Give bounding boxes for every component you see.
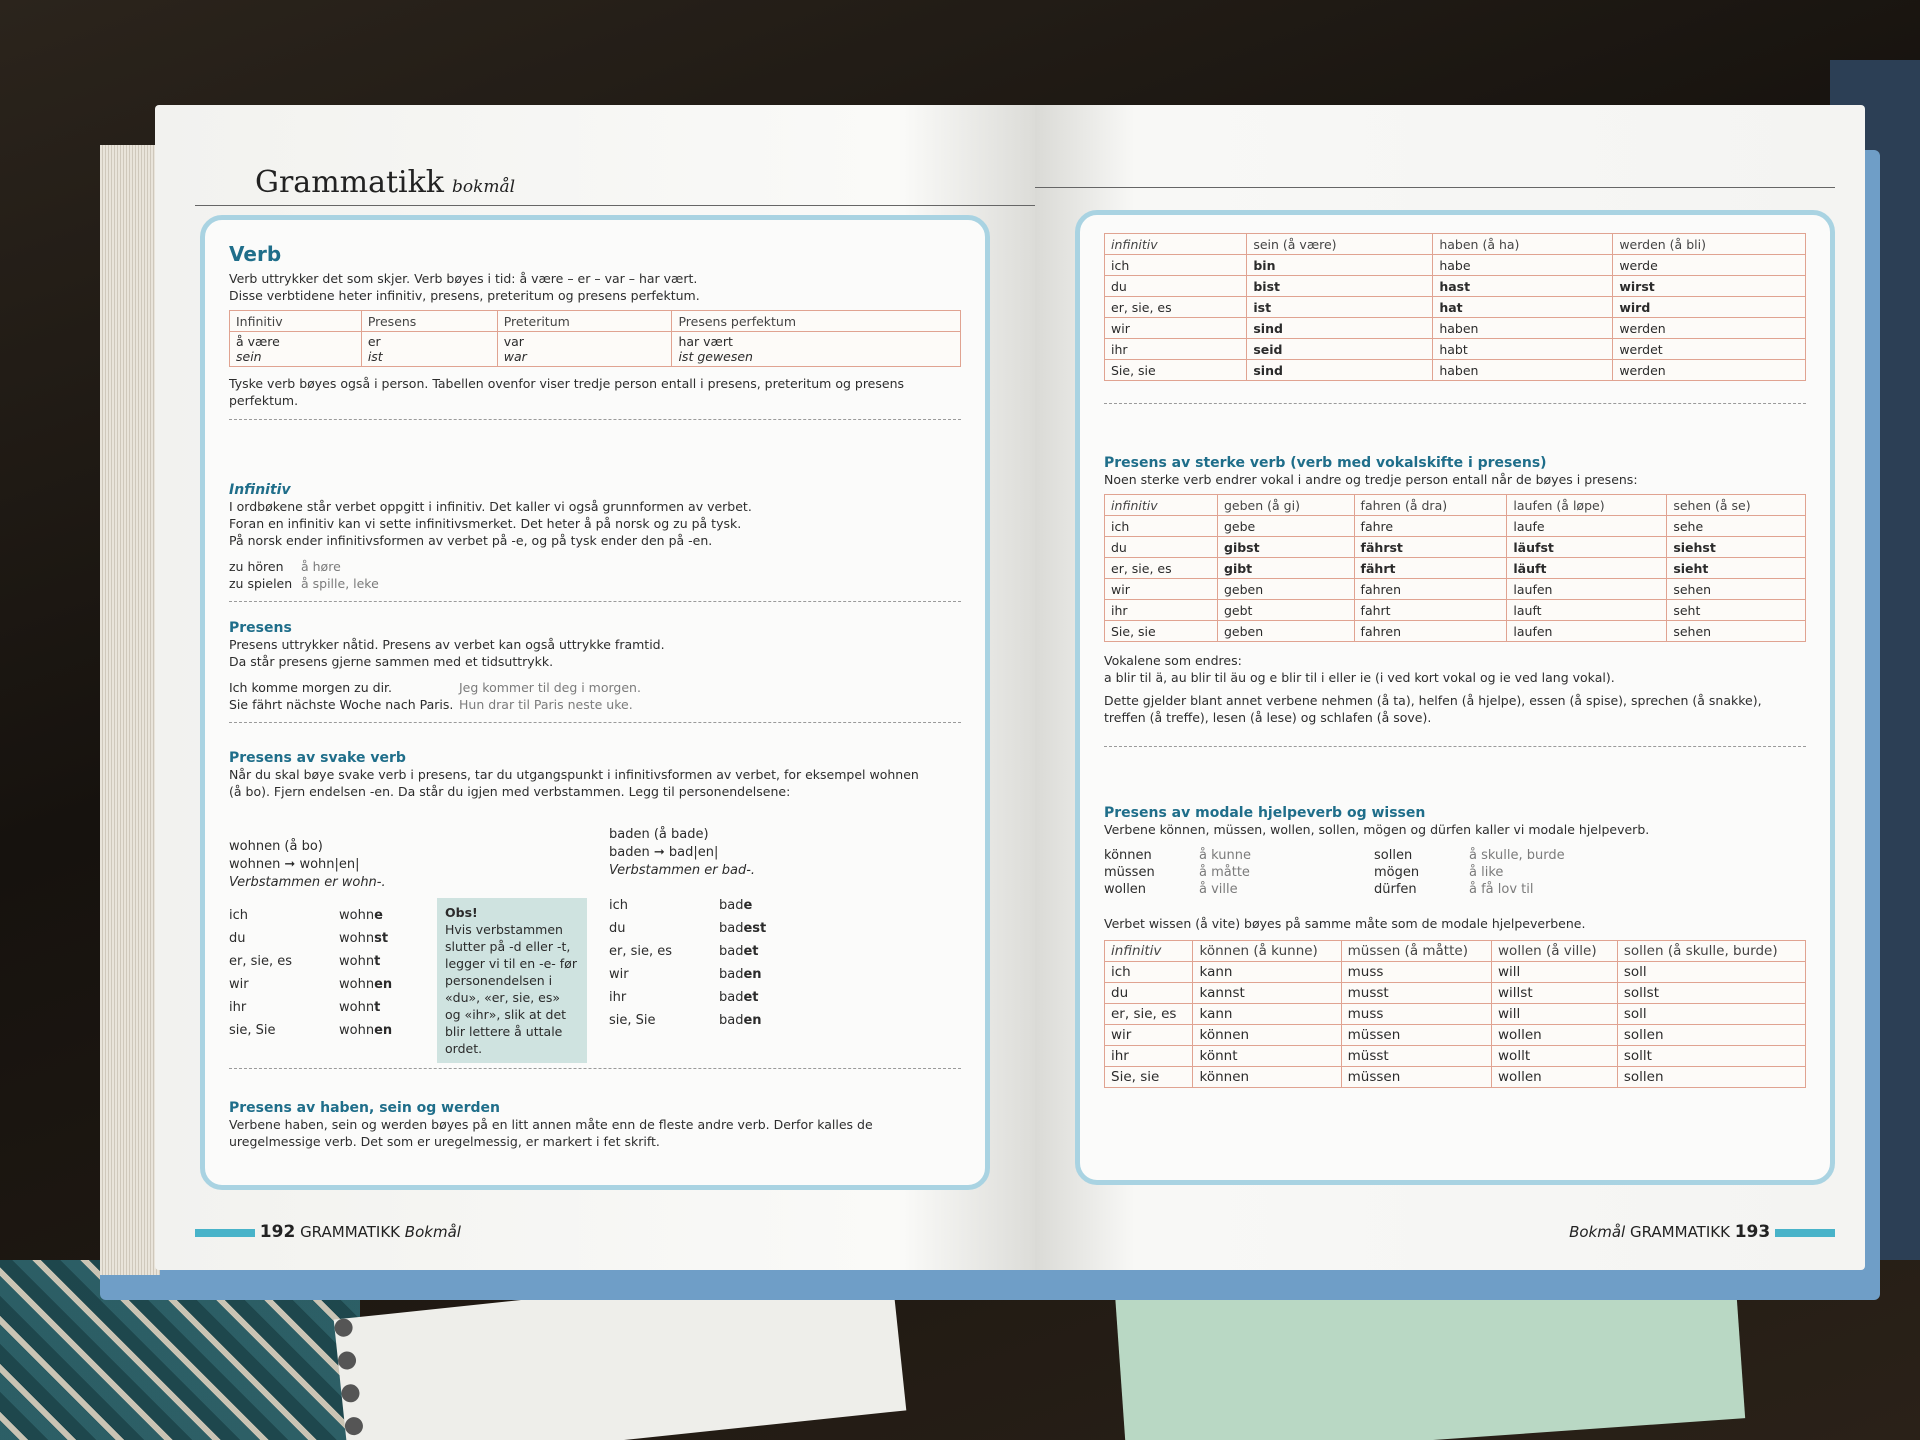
running-title xyxy=(255,165,515,200)
section-title: Infinitiv xyxy=(229,482,291,498)
table-cell: läufst xyxy=(1507,537,1667,558)
table-cell: sollt xyxy=(1617,1046,1805,1067)
running-title-sub: bokmål xyxy=(451,177,516,197)
pronoun: du xyxy=(229,931,246,946)
table-cell: sehen xyxy=(1667,621,1806,642)
verb-stem: bad xyxy=(719,898,744,913)
pronoun: er, sie, es xyxy=(229,954,293,969)
modal-verb: müssen xyxy=(1104,865,1155,880)
paragraph: Verb uttrykker det som skjer. Verb bøyes i tid: å være – er – var – har vært. xyxy=(229,271,698,286)
paragraph: uregelmessige verb. Det som er uregelmessig, er markert i fet skrift. xyxy=(229,1134,660,1149)
paragraph: Når du skal bøye svake verb i presens, tar du utgangspunkt i infinitivsformen av verbet, for eksempel wohnen xyxy=(229,767,919,782)
section-infinitiv xyxy=(229,482,961,602)
example-norwegian: Jeg kommer til deg i morgen. xyxy=(459,680,641,695)
baden-conjugation xyxy=(609,898,809,1028)
table-cell: du xyxy=(1105,276,1247,297)
table-header: infinitiv xyxy=(1105,941,1193,962)
verb-form xyxy=(719,921,809,936)
table-header: sehen (å se) xyxy=(1667,495,1806,516)
divider xyxy=(1104,746,1806,747)
example-norwegian: å høre xyxy=(301,559,341,574)
table-cell: fährt xyxy=(1354,558,1507,579)
modal-translation: å skulle, burde xyxy=(1469,848,1565,863)
table-cell: fahren xyxy=(1354,621,1507,642)
verb-ending: et xyxy=(743,944,759,959)
table-cell: gebt xyxy=(1218,600,1355,621)
divider xyxy=(229,1068,961,1069)
wohnen-intro xyxy=(229,838,386,892)
example-list xyxy=(229,680,961,712)
example-german: Sie fährt nächste Woche nach Paris. xyxy=(229,697,454,712)
verb-ending: en xyxy=(743,967,762,982)
table-cell xyxy=(361,332,497,367)
verb-stem: bad xyxy=(719,921,744,936)
table-cell: ihr xyxy=(1105,339,1247,360)
table-row xyxy=(1105,1025,1806,1046)
table-row xyxy=(1105,360,1806,381)
table-cell: Sie, sie xyxy=(1105,621,1218,642)
section-svake-verb xyxy=(229,750,961,1069)
table-row xyxy=(1105,276,1806,297)
grammar-panel-left xyxy=(200,215,990,1190)
table-cell: müsst xyxy=(1341,1046,1491,1067)
modal-verb: dürfen xyxy=(1374,882,1417,897)
verb-form xyxy=(719,990,809,1005)
table-row xyxy=(1105,579,1806,600)
table-cell: seid xyxy=(1247,339,1433,360)
divider xyxy=(229,601,961,602)
folio-variant: Bokmål xyxy=(1569,1223,1626,1241)
modal-verb-table xyxy=(1104,940,1806,1088)
cell-german: ist gewesen xyxy=(678,349,753,364)
table-cell: will xyxy=(1492,962,1618,983)
table-header: infinitiv xyxy=(1105,234,1247,255)
obs-title: Obs! xyxy=(445,905,478,920)
modal-verb: wollen xyxy=(1104,882,1147,897)
table-cell: müssen xyxy=(1341,1025,1491,1046)
folio-bar xyxy=(1775,1229,1835,1237)
folio-section: GRAMMATIKK xyxy=(300,1223,401,1241)
table-cell: könnt xyxy=(1193,1046,1341,1067)
cell-norwegian: har vært xyxy=(678,334,733,349)
paragraph: Vokalene som endres: xyxy=(1104,653,1242,668)
table-cell: du xyxy=(1105,537,1218,558)
verb-form xyxy=(719,898,809,913)
verb-ending: en xyxy=(374,977,393,992)
table-cell: haben xyxy=(1433,318,1613,339)
table-header: Infinitiv xyxy=(230,311,362,332)
verb-stem: wohn xyxy=(339,1023,375,1038)
verb-stem: wohn xyxy=(339,977,375,992)
table-cell xyxy=(230,332,362,367)
table-header: sein (å være) xyxy=(1247,234,1433,255)
left-page xyxy=(155,105,1035,1270)
table-cell xyxy=(672,332,961,367)
table-cell: wir xyxy=(1105,579,1218,600)
paragraph: I ordbøkene står verbet oppgitt i infinitiv. Det kaller vi også grunnformen av verbet. xyxy=(229,499,752,514)
table-cell: hast xyxy=(1433,276,1613,297)
verb-stem: wohn xyxy=(339,954,375,969)
table-cell: habt xyxy=(1433,339,1613,360)
folio-section: GRAMMATIKK xyxy=(1629,1223,1730,1241)
table-cell: wollen xyxy=(1492,1025,1618,1046)
table-cell: wird xyxy=(1613,297,1806,318)
table-cell: ich xyxy=(1105,962,1193,983)
strong-verb-table xyxy=(1104,494,1806,642)
page-edges xyxy=(100,145,160,1275)
table-cell: hat xyxy=(1433,297,1613,318)
paragraph: På norsk ender infinitivsformen av verbet på -e, og på tysk ender den på -en. xyxy=(229,533,713,548)
table-header: Preteritum xyxy=(497,311,672,332)
table-cell: werde xyxy=(1613,255,1806,276)
pronoun: ihr xyxy=(609,990,627,1005)
pronoun: ihr xyxy=(229,1000,247,1015)
table-row xyxy=(1105,600,1806,621)
table-cell: wir xyxy=(1105,318,1247,339)
table-cell: fahre xyxy=(1354,516,1507,537)
pronoun: ich xyxy=(609,898,628,913)
pronoun: du xyxy=(609,921,626,936)
table-row xyxy=(1105,1004,1806,1025)
table-cell: sollen xyxy=(1617,1025,1805,1046)
page-folio xyxy=(1569,1222,1835,1242)
verb-ending: en xyxy=(374,1023,393,1038)
irregular-verb-table xyxy=(1104,233,1806,381)
table-cell: willst xyxy=(1492,983,1618,1004)
verb-form xyxy=(339,931,429,946)
table-cell: laufe xyxy=(1507,516,1667,537)
table-header: geben (å gi) xyxy=(1218,495,1355,516)
table-cell: muss xyxy=(1341,1004,1491,1025)
pronoun: sie, Sie xyxy=(229,1023,276,1038)
table-cell: seht xyxy=(1667,600,1806,621)
table-cell: laufen xyxy=(1507,621,1667,642)
table-cell: laufen xyxy=(1507,579,1667,600)
verb-form xyxy=(719,1013,809,1028)
table-cell: sehen xyxy=(1667,579,1806,600)
table-cell: sollst xyxy=(1617,983,1805,1004)
table-cell: fährst xyxy=(1354,537,1507,558)
intro-line: wohnen (å bo) xyxy=(229,839,323,854)
table-cell: können xyxy=(1193,1067,1341,1088)
section-irregular-table xyxy=(1104,233,1806,404)
table-cell: wir xyxy=(1105,1025,1193,1046)
table-row xyxy=(1105,537,1806,558)
table-cell: müssen xyxy=(1341,1067,1491,1088)
table-header-row xyxy=(1105,234,1806,255)
table-cell: gibst xyxy=(1218,537,1355,558)
verb-stem: wohn xyxy=(339,1000,375,1015)
intro-line: baden ➞ bad|en| xyxy=(609,845,719,860)
table-cell: haben xyxy=(1433,360,1613,381)
section-title: Verb xyxy=(229,242,282,266)
verb-ending: e xyxy=(374,908,383,923)
example-list xyxy=(229,559,961,591)
modal-verb: können xyxy=(1104,848,1152,863)
wohnen-conjugation xyxy=(229,908,429,1038)
table-cell: gebe xyxy=(1218,516,1355,537)
section-haben-sein-werden xyxy=(229,1100,961,1150)
paragraph: Presens uttrykker nåtid. Presens av verbet kan også uttrykke framtid. xyxy=(229,637,665,652)
table-cell: ihr xyxy=(1105,1046,1193,1067)
verb-form xyxy=(719,944,809,959)
table-header: werden (å bli) xyxy=(1613,234,1806,255)
pronoun: wir xyxy=(229,977,249,992)
pronoun: wir xyxy=(609,967,629,982)
table-header: wollen (å ville) xyxy=(1492,941,1618,962)
table-cell: fahrt xyxy=(1354,600,1507,621)
table-row xyxy=(1105,983,1806,1004)
example-german: zu spielen xyxy=(229,576,293,591)
baden-intro xyxy=(609,826,755,880)
verb-ending: t xyxy=(374,954,381,969)
modal-verb-list xyxy=(1104,848,1806,897)
page-number: 193 xyxy=(1734,1222,1771,1242)
table-cell: ist xyxy=(1247,297,1433,318)
modal-translation: å kunne xyxy=(1199,848,1251,863)
example-norwegian: Hun drar til Paris neste uke. xyxy=(459,697,633,712)
section-modale-verb xyxy=(1104,805,1806,1088)
verb-form xyxy=(339,1023,429,1038)
table-row xyxy=(1105,962,1806,983)
verb-ending: st xyxy=(374,931,389,946)
grammar-panel-right xyxy=(1075,210,1835,1185)
conjugation-area xyxy=(229,808,961,1058)
pronoun: sie, Sie xyxy=(609,1013,656,1028)
intro-line: wohnen ➞ wohn|en| xyxy=(229,857,360,872)
table-row xyxy=(1105,1067,1806,1088)
obs-note xyxy=(437,898,587,1063)
paragraph: Verbet wissen (å vite) bøyes på samme måte som de modale hjelpeverbene. xyxy=(1104,916,1586,931)
modal-translation: å like xyxy=(1469,865,1504,880)
table-row xyxy=(1105,339,1806,360)
divider xyxy=(229,419,961,420)
table-cell: sehe xyxy=(1667,516,1806,537)
table-header: fahren (å dra) xyxy=(1354,495,1507,516)
verb-form xyxy=(339,1000,429,1015)
example-german: zu hören xyxy=(229,559,284,574)
paragraph: Foran en infinitiv kan vi sette infinitivsmerket. Det heter å på norsk og zu på tysk. xyxy=(229,516,742,531)
table-row xyxy=(1105,297,1806,318)
page-number: 192 xyxy=(259,1222,296,1242)
verb-form xyxy=(719,967,809,982)
table-header: Presens perfektum xyxy=(672,311,961,332)
verb-ending: en xyxy=(743,1013,762,1028)
intro-line: Verbstammen er wohn-. xyxy=(229,875,386,890)
table-header: können (å kunne) xyxy=(1193,941,1341,962)
section-title: Presens av sterke verb (verb med vokalskifte i presens) xyxy=(1104,455,1547,471)
table-cell: ihr xyxy=(1105,600,1218,621)
table-cell: soll xyxy=(1617,962,1805,983)
paragraph: Dette gjelder blant annet verbene nehmen (å ta), helfen (å hjelpe), essen (å spise), sprechen (å snakke), xyxy=(1104,693,1762,708)
section-title: Presens xyxy=(229,620,292,636)
table-cell: geben xyxy=(1218,621,1355,642)
table-cell xyxy=(497,332,672,367)
right-page xyxy=(1035,105,1865,1270)
table-cell: sollen xyxy=(1617,1067,1805,1088)
paragraph: Da står presens gjerne sammen med et tidsuttrykk. xyxy=(229,654,554,669)
modal-verb: sollen xyxy=(1374,848,1413,863)
table-row xyxy=(1105,318,1806,339)
verb-stem: wohn xyxy=(339,931,375,946)
cell-german: war xyxy=(503,349,527,364)
table-cell: du xyxy=(1105,983,1193,1004)
table-cell: habe xyxy=(1433,255,1613,276)
paragraph: Tyske verb bøyes også i person. Tabellen ovenfor viser tredje person entall i presens, preteritum og presens perfektum. xyxy=(229,376,905,408)
verb-form xyxy=(339,908,429,923)
folio-bar xyxy=(195,1229,255,1237)
title-rule xyxy=(1035,187,1835,188)
section-title: Presens av haben, sein og werden xyxy=(229,1100,500,1116)
table-cell: geben xyxy=(1218,579,1355,600)
table-cell: kann xyxy=(1193,1004,1341,1025)
paragraph: (å bo). Fjern endelsen -en. Da står du igjen med verbstammen. Legg til personendelsene: xyxy=(229,784,791,799)
section-presens xyxy=(229,620,961,723)
modal-translation: å få lov til xyxy=(1469,882,1534,897)
table-cell: muss xyxy=(1341,962,1491,983)
divider xyxy=(229,722,961,723)
table-cell: sieht xyxy=(1667,558,1806,579)
table-header: sollen (å skulle, burde) xyxy=(1617,941,1805,962)
obs-text: Hvis verbstammen slutter på -d eller -t, legger vi til en -e- før personendelsen i «du», «er, sie, es» og «ihr», slik at det blir lettere å uttale ordet. xyxy=(445,922,577,1056)
section-sterke-verb xyxy=(1104,455,1806,747)
modal-verb: mögen xyxy=(1374,865,1420,880)
example-norwegian: å spille, leke xyxy=(301,576,379,591)
folio-variant: Bokmål xyxy=(404,1223,461,1241)
table-cell: werden xyxy=(1613,360,1806,381)
verb-stem: bad xyxy=(719,967,744,982)
open-textbook xyxy=(100,105,1880,1305)
verb-tense-table xyxy=(229,310,961,367)
table-cell: können xyxy=(1193,1025,1341,1046)
table-cell: Sie, sie xyxy=(1105,360,1247,381)
table-header-row xyxy=(1105,941,1806,962)
table-cell: wirst xyxy=(1613,276,1806,297)
table-header: infinitiv xyxy=(1105,495,1218,516)
paragraph: Verbene können, müssen, wollen, sollen, mögen og dürfen kaller vi modale hjelpeverb. xyxy=(1104,822,1650,837)
table-cell: fahren xyxy=(1354,579,1507,600)
table-cell: bin xyxy=(1247,255,1433,276)
table-cell: soll xyxy=(1617,1004,1805,1025)
cell-german: sein xyxy=(236,349,262,364)
table-cell: sind xyxy=(1247,360,1433,381)
verb-stem: bad xyxy=(719,944,744,959)
paragraph: Disse verbtidene heter infinitiv, presens, preteritum og presens perfektum. xyxy=(229,288,700,303)
example-german: Ich komme morgen zu dir. xyxy=(229,680,393,695)
table-cell: wollt xyxy=(1492,1046,1618,1067)
intro-line: Verbstammen er bad-. xyxy=(609,863,756,878)
table-header: laufen (å løpe) xyxy=(1507,495,1667,516)
table-cell: will xyxy=(1492,1004,1618,1025)
table-row xyxy=(1105,558,1806,579)
table-cell: sind xyxy=(1247,318,1433,339)
intro-line: baden (å bade) xyxy=(609,827,709,842)
table-cell: werdet xyxy=(1613,339,1806,360)
table-row xyxy=(1105,516,1806,537)
table-row xyxy=(1105,621,1806,642)
verb-form xyxy=(339,954,429,969)
verb-ending: e xyxy=(743,898,753,913)
cell-norwegian: var xyxy=(503,334,524,349)
table-cell: läuft xyxy=(1507,558,1667,579)
table-cell: kannst xyxy=(1193,983,1341,1004)
table-cell: musst xyxy=(1341,983,1491,1004)
verb-stem: wohn xyxy=(339,908,375,923)
table-header-row xyxy=(1105,495,1806,516)
cell-german: ist xyxy=(367,349,383,364)
table-cell: Sie, sie xyxy=(1105,1067,1193,1088)
table-cell: wollen xyxy=(1492,1067,1618,1088)
page-folio xyxy=(195,1222,461,1242)
cell-norwegian: er xyxy=(367,334,381,349)
table-cell: er, sie, es xyxy=(1105,1004,1193,1025)
modal-translation: å ville xyxy=(1199,882,1238,897)
divider xyxy=(1104,403,1806,404)
paragraph: a blir til ä, au blir til äu og e blir til i eller ie (i ved kort vokal og ie ved lang vokal). xyxy=(1104,670,1615,685)
table-cell: siehst xyxy=(1667,537,1806,558)
table-header: Presens xyxy=(361,311,497,332)
table-cell: er, sie, es xyxy=(1105,297,1247,318)
table-cell: bist xyxy=(1247,276,1433,297)
title-rule xyxy=(195,205,1035,206)
table-cell: ich xyxy=(1105,255,1247,276)
table-row xyxy=(1105,255,1806,276)
paragraph: Verbene haben, sein og werden bøyes på en litt annen måte enn de fleste andre verb. Derfor kalles de xyxy=(229,1117,873,1132)
verb-ending: est xyxy=(743,921,767,936)
running-title-main: Grammatikk xyxy=(255,165,444,200)
pronoun: ich xyxy=(229,908,248,923)
verb-stem: bad xyxy=(719,990,744,1005)
paragraph: treffen (å treffe), lesen (å lese) og schlafen (å sove). xyxy=(1104,710,1432,725)
verb-stem: bad xyxy=(719,1013,744,1028)
paragraph: Noen sterke verb endrer vokal i andre og tredje person entall når de bøyes i presens: xyxy=(1104,472,1638,487)
cell-norwegian: å være xyxy=(236,334,280,349)
table-header: müssen (å måtte) xyxy=(1341,941,1491,962)
table-header: haben (å ha) xyxy=(1433,234,1613,255)
table-cell: werden xyxy=(1613,318,1806,339)
table-cell: ich xyxy=(1105,516,1218,537)
table-cell: gibt xyxy=(1218,558,1355,579)
table-cell: kann xyxy=(1193,962,1341,983)
pronoun: er, sie, es xyxy=(609,944,673,959)
verb-ending: et xyxy=(743,990,759,1005)
verb-ending: t xyxy=(374,1000,381,1015)
table-cell: er, sie, es xyxy=(1105,558,1218,579)
table-cell: lauft xyxy=(1507,600,1667,621)
table-row xyxy=(1105,1046,1806,1067)
section-verb xyxy=(229,242,961,420)
section-title: Presens av svake verb xyxy=(229,750,406,766)
section-title: Presens av modale hjelpeverb og wissen xyxy=(1104,805,1426,821)
modal-translation: å måtte xyxy=(1199,865,1250,880)
verb-form xyxy=(339,977,429,992)
